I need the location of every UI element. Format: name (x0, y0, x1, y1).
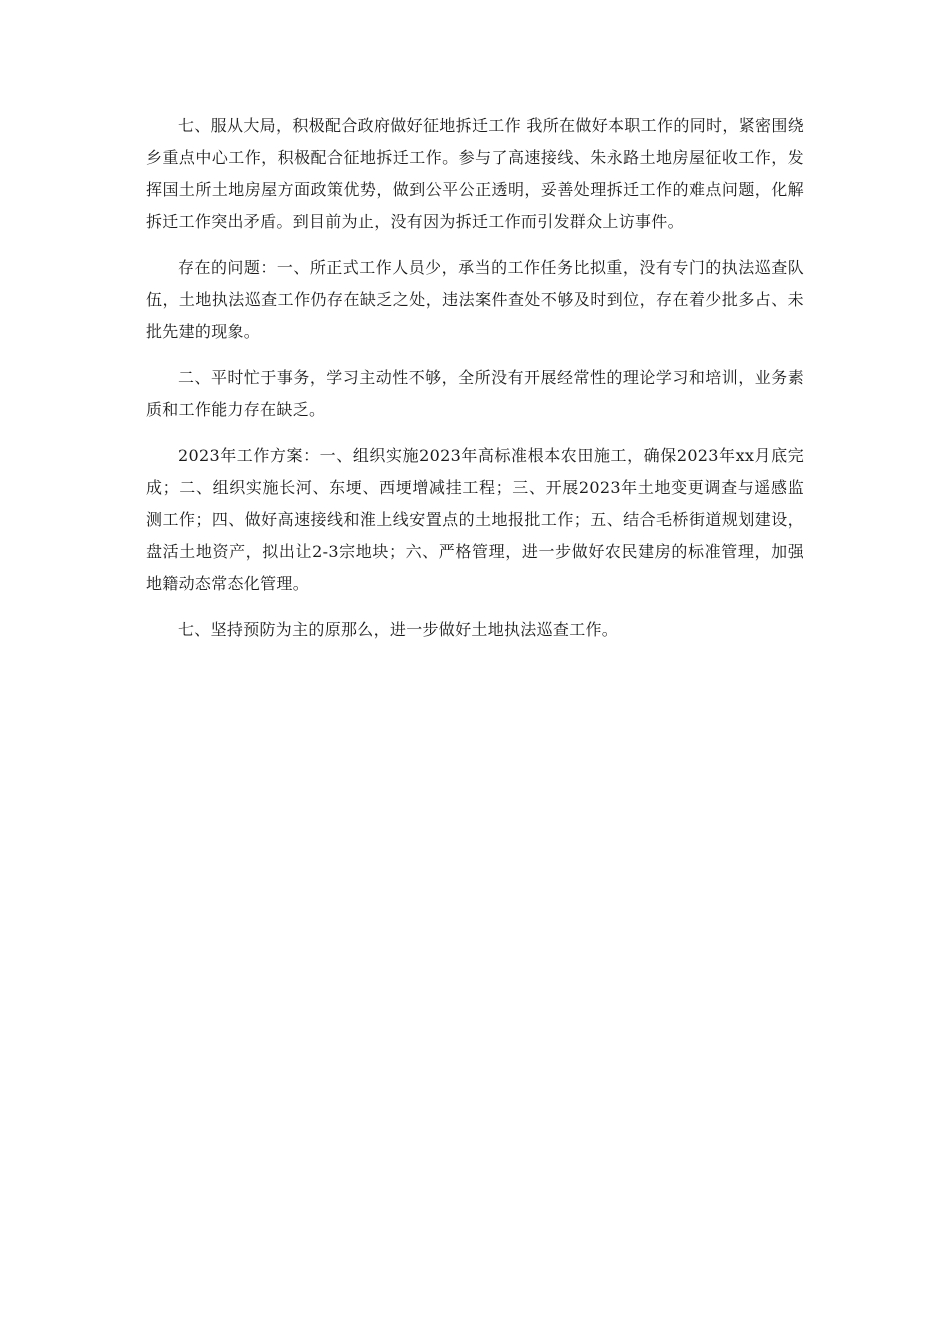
document-body (146, 110, 804, 660)
paragraph-existing-problems: 存在的问题：一、所正式工作人员少，承当的工作任务比拟重，没有专门的执法巡查队伍，土地执法巡查工作仍存在缺乏之处，违法案件查处不够及时到位，存在着少批多占、未批先建的现象。 (146, 258, 804, 341)
paragraph-work-plan: 2023年工作方案：一、组织实施2023年高标准根本农田施工，确保2023年xx月底完成；二、组织实施长河、东埂、西埂增减挂工程；三、开展2023年土地变更调查与遥感监测工作；四、做好高速接线和淮上线安置点的土地报批工作；五、结合毛桥街道规划建设，盘活土地资产，拟出让2-3宗地块；六、严格管理，进一步做好农民建房的标准管理，加强地籍动态常态化管理。 (146, 446, 804, 593)
paragraph-land-acquisition-support: 七、服从大局，积极配合政府做好征地拆迁工作 我所在做好本职工作的同时，紧密围绕乡重点中心工作，积极配合征地拆迁工作。参与了高速接线、朱永路土地房屋征收工作，发挥国土所土地房屋方面政策优势，做到公平公正透明，妥善处理拆迁工作的难点问题，化解拆迁工作突出矛盾。到目前为止，没有因为拆迁工作而引发群众上访事件。 (146, 116, 804, 231)
paragraph-learning-deficiency: 二、平时忙于事务，学习主动性不够，全所没有开展经常性的理论学习和培训，业务素质和工作能力存在缺乏。 (146, 368, 804, 419)
paragraph-prevention-principle: 七、坚持预防为主的原那么，进一步做好土地执法巡查工作。 (178, 620, 619, 639)
